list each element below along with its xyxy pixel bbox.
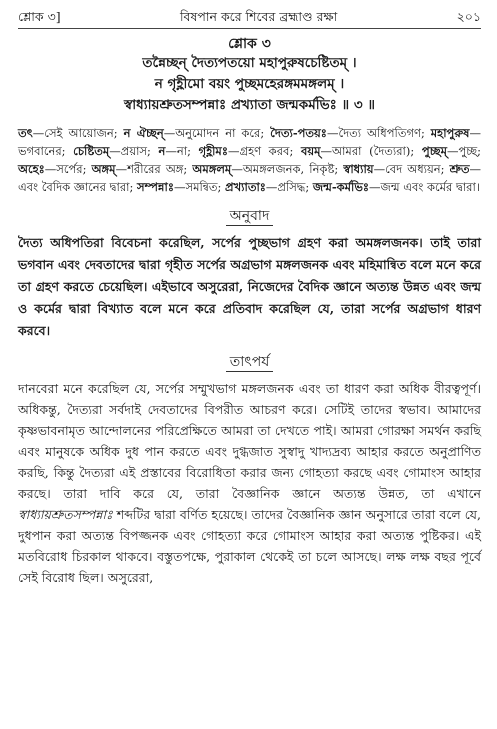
synonym-word: মহাপুরুষ <box>430 126 470 140</box>
synonym-meaning: অমঙ্গলজনক, নিকৃষ্ট; <box>242 162 339 176</box>
page-number: ২০১ <box>456 9 481 24</box>
synonym-meaning: সেই আয়োজন; <box>44 126 118 140</box>
translation-heading-text: অনুবাদ <box>226 208 274 226</box>
verse-line-1: তন্নৈচ্ছন্ দৈত্যপতয়ো মহাপুরুষচেষ্টিতম্ । <box>142 55 357 71</box>
header-verse-ref: শ্লোক ৩] <box>18 9 61 24</box>
synonym-word: অঙ্গম্ <box>91 162 116 176</box>
synonym-word: ন <box>158 144 166 158</box>
synonym-meaning: অনুমোদন না করে; <box>175 126 265 140</box>
synonym-word: জন্ম-কর্মভিঃ <box>312 180 370 194</box>
synonym-meaning: না; <box>176 144 191 158</box>
purport-heading-text: তাৎপর্য <box>226 354 274 372</box>
synonym-word: পুচ্ছম্ <box>421 144 447 158</box>
synonym-meaning: ভগবানের; <box>18 144 66 158</box>
translation-text: দৈত্য অধিপতিরা বিবেচনা করেছিল, সর্পের পুচ্ছভাগ গ্রহণ করা অমঙ্গলজনক। তাই তারা ভগবান এবং দেবতাদের দ্বারা গৃহীত সর্পের অগ্রভাগ মঙ্গলজনক এবং মহিমান্বিত বলে মনে করে তা গ্রহণ করতে চেয়েছিল। এইভাবে অসুরেরা, নিজেদের বৈদিক জ্ঞানে অত্যন্ত উন্নত এবং জন্ম ও কর্মের দ্বারা বিখ্যাত বলে মনে করে প্রতিবাদ করেছিল যে, তারা সর্পের অগ্রভাগ ধারণ করবে। <box>18 235 481 338</box>
verse-line-2: ন গৃহ্ণীমো বয়ং পুচ্ছমহেরঙ্গমমঙ্গলম্ । <box>154 76 345 92</box>
synonym-word: শ্রুত <box>449 162 470 176</box>
synonym-word: ন ঐচ্ছন্ <box>123 126 164 140</box>
purport-heading <box>18 352 481 372</box>
verse-line-3: স্বাধ্যায়শ্রুতসম্পন্নাঃ প্রখ্যাতা জন্মকর্মভিঃ ॥ ৩ ॥ <box>124 97 375 113</box>
header-chapter-title: বিষপান করে শিবের ব্রহ্মাণ্ড রক্ষা <box>179 9 338 24</box>
synonym-word: অহেঃ <box>18 162 45 176</box>
synonym-meaning: বেদ অধ্যয়ন; <box>385 162 445 176</box>
synonym-word: দৈত্য-পতয়ঃ <box>270 126 327 140</box>
synonym-meaning: পুচ্ছ; <box>458 144 482 158</box>
translation-heading <box>18 206 481 226</box>
synonym-meaning: গ্রহণ করব; <box>239 144 294 158</box>
synonym-meaning: আমরা (দৈত্যরা); <box>332 144 415 158</box>
purport-text-part-2: শব্দটির দ্বারা বর্ণিত হয়েছে। তাদের বৈজ্ঞানিক জ্ঞান অনুসারে তারা বলে যে, দুধপান করা অত্যন্ত বিপজ্জনক এবং গোহত্যা করে গোমাংস আহার করা অত্যন্ত পুষ্টিকর। এই মতবিরোধ চিরকাল থাকবে। বস্তুতপক্ষে, পুরাকাল থেকেই তা চলে আসছে। লক্ষ লক্ষ বছর পূর্বে সেই বিরোধ ছিল। অসুরেরা, <box>18 507 481 585</box>
synonym-meaning: সর্পের; <box>56 162 87 176</box>
synonym-meaning: প্রয়াস; <box>120 144 151 158</box>
synonym-word: প্রখ্যাতাঃ <box>225 180 266 194</box>
synonym-word: চেষ্টিতম্ <box>73 144 110 158</box>
synonym-meaning: প্রসিদ্ধ; <box>277 180 310 194</box>
synonym-meaning: শরীরের অঙ্গ; <box>127 162 188 176</box>
synonym-meaning: দৈত্য অধিপতিগণ; <box>338 126 425 140</box>
synonym-word: বয়ম্ <box>300 144 321 158</box>
synonym-meaning: সমন্বিত; <box>185 180 222 194</box>
synonym-word: তৎ <box>18 126 33 140</box>
synonym-word: সম্পন্নাঃ <box>137 180 174 194</box>
running-header <box>18 6 481 29</box>
purport-sanskrit-term: স্বাধ্যায়শ্রুতসম্পন্নাঃ <box>18 507 113 522</box>
purport-text-part-1: দানবেরা মনে করেছিল যে, সর্পের সম্মুখভাগ মঙ্গলজনক এবং তা ধারণ করা অধিক বীরত্বপূর্ণ। অধিকন্তু, দৈত্যরা সর্বদাই দেবতাদের বিপরীত আচরণ করে। সেটিই তাদের স্বভাব। আমাদের কৃষ্ণভাবনামৃত আন্দোলনের পরিপ্রেক্ষিতে আমরা তা দেখতে পাই। আমরা গোরক্ষা সমর্থন করছি এবং মানুষকে অধিক দুধ পান করতে এবং দুগ্ধজাত সুস্বাদু খাদ্যদ্রব্য আহার করতে অনুপ্রাণিত করছি, কিন্তু দৈত্যরা এই প্রস্তাবের বিরোধিতা করার জন্য গোহত্যা করছে এবং গোমাংস আহার করছে। তারা দাবি করে যে, তারা বৈজ্ঞানিক জ্ঞানে অত্যন্ত উন্নত, তা এখানে <box>18 381 481 501</box>
synonym-word: স্বাধ্যায় <box>343 162 374 176</box>
word-for-word-synonyms: তৎ—সেই আয়োজন; ন ঐচ্ছন্—অনুমোদন না করে; দৈত্য-পতয়ঃ—দৈত্য অধিপতিগণ; মহাপুরুষ—ভগবানের; চেষ্টিতম্—প্রয়াস; ন—না; গৃহ্ণীমঃ—গ্রহণ করব; বয়ম্—আমরা (দৈত্যরা); পুচ্ছম্—পুচ্ছ; অহেঃ—সর্পের; অঙ্গম্—শরীরের অঙ্গ; অমঙ্গলম্—অমঙ্গলজনক, নিকৃষ্ট; স্বাধ্যায়—বেদ অধ্যয়ন; শ্রুত—এবং বৈদিক জ্ঞানের দ্বারা; সম্পন্নাঃ—সমন্বিত; প্রখ্যাতাঃ—প্রসিদ্ধ; জন্ম-কর্মভিঃ—জন্ম এবং কর্মের দ্বারা। <box>18 126 482 194</box>
synonym-meaning: জন্ম এবং কর্মের দ্বারা। <box>380 180 480 194</box>
purport-text <box>18 378 481 588</box>
synonym-word: গৃহ্ণীমঃ <box>198 144 228 158</box>
synonym-meaning: এবং বৈদিক জ্ঞানের দ্বারা; <box>18 180 134 194</box>
synonym-word: অমঙ্গলম্ <box>192 162 232 176</box>
verse-title: শ্লোক ৩ <box>228 36 271 52</box>
